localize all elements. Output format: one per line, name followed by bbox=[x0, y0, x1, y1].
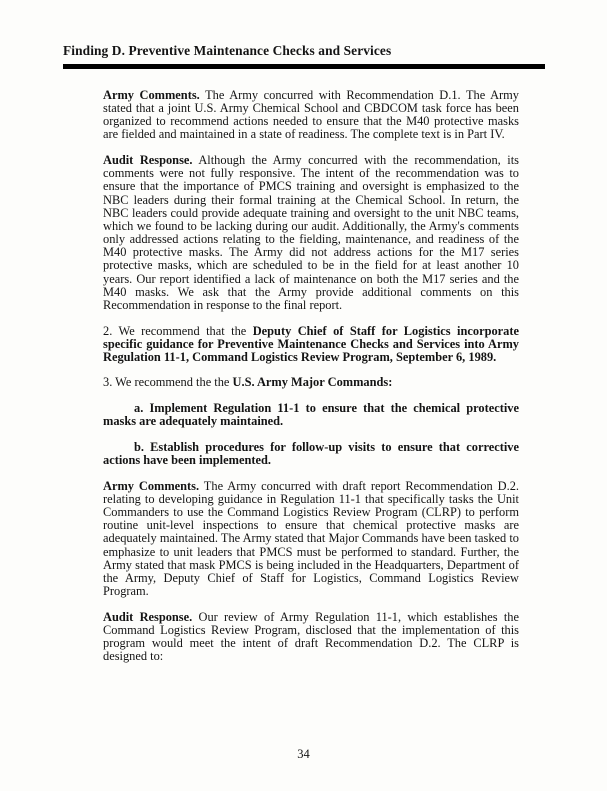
paragraph-lead-in: Audit Response. bbox=[103, 609, 193, 624]
paragraph-text: The Army concurred with draft report Recommendation D.2. relating to developing guidance in Regulation 11-1 that specifically tasks the Unit Commanders to use the Command Logistics Review Program (CLRP) to perform routine unit-level inspections to ensure that chemical protective masks are adequately maintained. The Army stated that Major Commands have been tasked to emphasize to unit leaders that PMCS must be performed to standard. Further, the Army stated that mask PMCS is being included in the Headquarters, Department of the Army, Deputy Chief of Staff for Logistics, Command Logistics Review Program. bbox=[103, 478, 519, 598]
paragraph bbox=[103, 154, 519, 312]
paragraph bbox=[103, 441, 519, 467]
paragraph-lead-in: Deputy Chief of Staff for Logistics incorporate specific guidance for Preventive Maintenance Checks and Services into Army Regulation 11-1, Command Logistics Review Program, September 6, 1989. bbox=[103, 323, 519, 364]
paragraph-lead-in: U.S. Army Major Commands: bbox=[232, 375, 393, 390]
paragraph bbox=[103, 402, 519, 428]
paragraph-text: Our review of Army Regulation 11-1, which establishes the Command Logistics Review Program, disclosed that the implementation of this program would meet the intent of draft Recommendation D.2. The CLRP is designed to: bbox=[103, 609, 519, 664]
paragraph bbox=[103, 376, 519, 389]
header-rule-divider bbox=[63, 64, 545, 69]
paragraph bbox=[103, 325, 519, 364]
paragraph-text: The Army concurred with Recommendation D.1. The Army stated that a joint U.S. Army Chemical School and CBDCOM task force has been organized to recommend actions needed to ensure that the M40 protective masks are fielded and maintained in a state of readiness. The complete text is in Part IV. bbox=[103, 88, 519, 142]
paragraph-lead-in: a. Implement Regulation 11-1 to ensure that the chemical protective masks are adequately maintained. bbox=[103, 401, 519, 429]
paragraph-lead-in: Audit Response. bbox=[103, 153, 193, 168]
paragraph bbox=[103, 480, 519, 598]
paragraph bbox=[103, 611, 519, 664]
paragraph-text: Although the Army concurred with the recommendation, its comments were not fully responsive. The intent of the recommendation was to ensure that the importance of PMCS training and oversight is emphasized to the NBC leaders during their formal training at the Chemical School. In return, the NBC leaders could provide adequate training and oversight to the unit NBC teams, which we found to be lacking during our audit. Additionally, the Army's comments only addressed actions relating to the fielding, maintenance, and readiness of the M40 protective masks. The Army did not address actions for the M17 series protective masks, which are scheduled to be in the field for at least another 10 years. Our report identified a lack of maintenance on both the M17 series and the M40 masks. We ask that the Army provide additional comments on this Recommendation in response to the final report. bbox=[103, 153, 519, 312]
paragraph-lead-in: Army Comments. bbox=[103, 478, 200, 493]
paragraph bbox=[103, 89, 519, 142]
body-paragraphs bbox=[103, 89, 519, 676]
paragraph-text: 2. We recommend that the bbox=[103, 323, 253, 338]
finding-header-title: Finding D. Preventive Maintenance Checks and Services bbox=[63, 43, 392, 58]
paragraph-lead-in: Army Comments. bbox=[103, 88, 200, 102]
paragraph-text: 3. We recommend the the bbox=[103, 375, 233, 390]
paragraph-lead-in: b. Establish procedures for follow-up visits to ensure that corrective actions have been implemented. bbox=[103, 439, 519, 468]
page-number: 34 bbox=[297, 747, 310, 761]
